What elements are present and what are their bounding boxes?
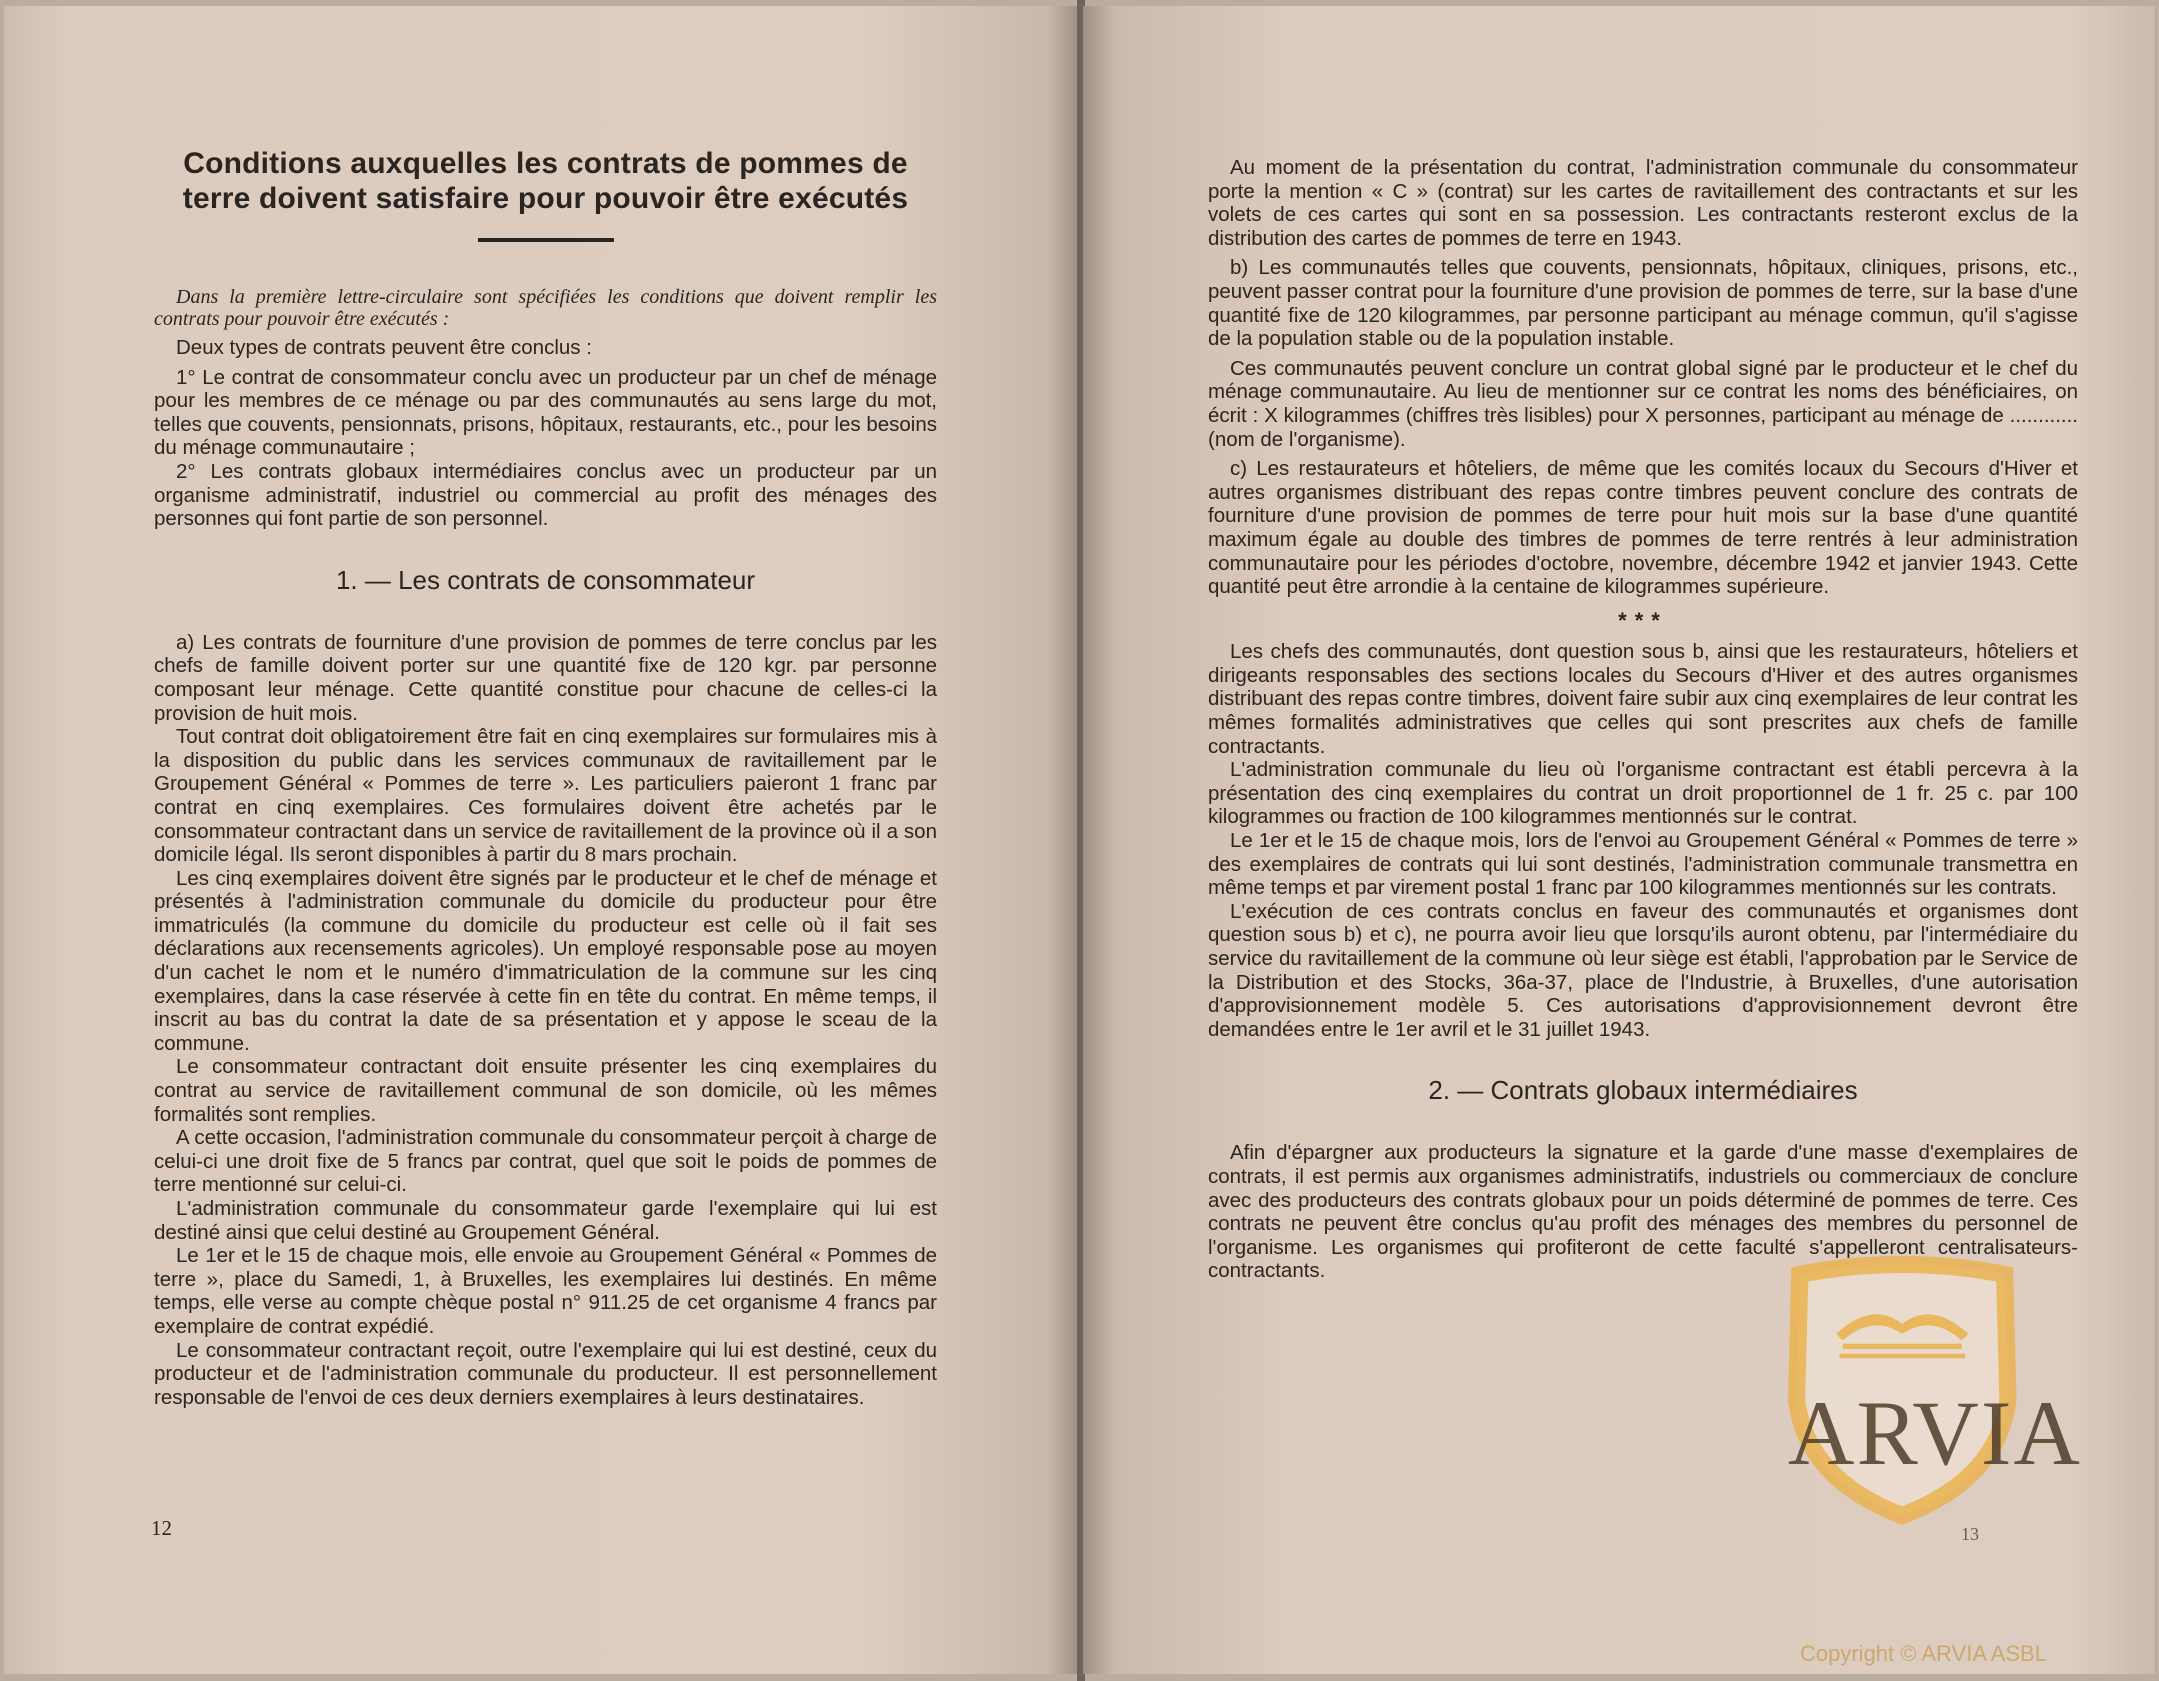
paragraph: a) Les contrats de fourniture d'une provision de pommes de terre conclus par les chefs de famille doivent porter sur une quantité fixe de 120 kgr. par personne composant leur ménage. Cette quantité constitue pour chacune de celles-ci la provision de huit mois. — [154, 630, 937, 725]
paragraph: L'exécution de ces contrats conclus en faveur des communautés et organismes dont question sous b) et c), ne pourra avoir lieu que lorsqu'ils auront obtenu, par l'intermédiaire du service du ravitaillement de la commune où leur siège est établi, l'approbation par le Service de la Distribution et des Stocks, 36a-37, place de l'Industrie, à Bruxelles, d'une autorisation d'approvisionnement modèle 5. Ces autorisations d'approvisionnement devront être demandées entre le 1er avril et le 31 juillet 1943. — [1208, 899, 2078, 1041]
watermark-logo-text: ARVIA — [1788, 1382, 2082, 1484]
paragraph: A cette occasion, l'administration communale du consommateur perçoit à charge de celui-ci une droit fixe de 5 francs par contrat, quel que soit le poids de pommes de terre mentionné sur celui-ci. — [154, 1126, 937, 1197]
paragraph: Afin d'épargner aux producteurs la signature et la garde d'une masse d'exemplaires de contrats, il est permis aux organismes administratifs, industriels ou commerciaux de conclure avec des producteurs des contrats globaux pour un poids déterminé de pommes de terre. Ces contrats ne peuvent être conclus qu'au profit des ménages des membres du personnel de l'organisme. Les organismes qui profiteront de cette faculté s'appelleront centralisateurs-contractants. — [1208, 1141, 2078, 1283]
paragraph: Au moment de la présentation du contrat, l'administration communale du consommateur porte la mention « C » (contrat) sur les cartes de ravitaillement des contractants et sur les volets de ces cartes qui sont en sa possession. Les contractants resteront exclus de la distribution des cartes de pommes de terre en 1943. — [1208, 156, 2078, 250]
left-page — [4, 6, 1079, 1674]
paragraph: Le consommateur contractant doit ensuite présenter les cinq exemplaires du contrat au service de ravitaillement communal de son domicile, où les mêmes formalités sont remplies. — [154, 1055, 937, 1126]
paragraph: Le consommateur contractant reçoit, outre l'exemplaire qui lui est destiné, ceux du producteur et de l'administration communale du producteur. Il est personnellement responsable de l'envoi de ces deux derniers exemplaires à leurs destinataires. — [154, 1338, 937, 1409]
watermark-copyright: Copyright © ARVIA ASBL — [1800, 1641, 2047, 1666]
paragraph: Ces communautés peuvent conclure un contrat global signé par le producteur et le chef du ménage communautaire. Au lieu de mentionner sur ce contrat les noms des bénéficiaires, on écrit : X kilogrammes (chiffres très lisibles) pour X personnes, participant au ménage de ............ (nom de l'organisme). — [1208, 356, 2078, 451]
paragraph: Le 1er et le 15 de chaque mois, lors de l'envoi au Groupement Général « Pommes de terre » des exemplaires de contrats qui lui sont destinés, l'administration communale transmettra en même temps et par virement postal 1 franc par 100 kilogrammes mentionnés sur les contrats. — [1208, 829, 2078, 900]
right-page-content — [1208, 156, 2078, 1283]
types-intro: Deux types de contrats peuvent être conclus : — [176, 336, 592, 359]
paragraph: Les cinq exemplaires doivent être signés par le producteur et le chef de ménage et présentés à l'administration communale du domicile du producteur pour être immatriculés (la commune du domicile du producteur est celle où il fait ses déclarations aux recensements agricoles). Un employé responsable pose au moyen d'un cachet le nom et le numéro d'immatriculation de la commune sur les cinq exemplaires, dans la case réservée à cette fin en tête du contrat. En même temps, il inscrit au bas du contrat la date de sa présentation et y appose le sceau de la commune. — [154, 866, 937, 1055]
paragraph: Les chefs des communautés, dont question sous b, ainsi que les restaurateurs, hôteliers et dirigeants responsables des sections locales du Secours d'Hiver et des autres organismes distribuant des repas contre timbres, doivent faire subir aux cinq exemplaires de leur contrat les mêmes formalités administratives que celles qui sont prescrites aux chefs de famille contractants. — [1208, 640, 2078, 758]
paragraph: b) Les communautés telles que couvents, pensionnats, hôpitaux, cliniques, prisons, etc., peuvent passer contrat pour la fourniture d'une provision de pommes de terre, sur la base d'une quantité fixe de 120 kilogrammes, par personne participant au ménage commun, qu'il s'agisse de la population stable ou de la population instable. — [1208, 256, 2078, 351]
contract-type-2: 2° Les contrats globaux intermédiaires conclus avec un producteur par un organisme administratif, industriel ou commercial au profit des ménages des personnes qui font partie de son personnel. — [154, 459, 937, 531]
page-number-right: 13 — [1961, 1524, 1979, 1544]
paragraph: Le 1er et le 15 de chaque mois, elle envoie au Groupement Général « Pommes de terre », place du Samedi, 1, à Bruxelles, les exemplaires lui destinés. En même temps, elle verse au compte chèque postal n° 911.25 de cet organisme 4 francs par exemplaire de contrat expédié. — [154, 1244, 937, 1338]
paragraph: c) Les restaurateurs et hôteliers, de même que les comités locaux du Secours d'Hiver et autres organismes distribuant des repas contre timbres peuvent conclure des contrats de fourniture d'une provision de pommes de terre pour huit mois sur la base d'une quantité maximum égale au double des timbres de pommes de terre rentrés à leur administration communautaire pour les périodes d'octobre, novembre, décembre 1942 et janvier 1943. Cette quantité peut être arrondie à la centaine de kilogrammes supérieure. — [1208, 457, 2078, 599]
paragraph: Tout contrat doit obligatoirement être fait en cinq exemplaires sur formulaires mis à la disposition du public dans les services communaux de ravitaillement par le Groupement Général « Pommes de terre ». Les particuliers paieront 1 franc par contrat en cinq exemplaires. Ces formulaires doivent être achetés par le consommateur contractant dans un service de ravitaillement de la province où il a son domicile légal. Ils seront disponibles à partir du 8 mars prochain. — [154, 725, 937, 867]
left-page-content — [154, 138, 937, 1409]
section-separator-stars: *** — [1618, 607, 1668, 633]
page-title: Conditions auxquelles les contrats de pommes de terre doivent satisfaire pour pouvoir être exécutés — [182, 147, 909, 215]
section-title-1: 1. — Les contrats de consommateur — [335, 564, 756, 595]
section-title-2: 2. — Contrats globaux intermédiaires — [1428, 1075, 1858, 1106]
paragraph: L'administration communale du lieu où l'organisme contractant est établi percevra à la présentation des cinq exemplaires du contrat un droit proportionnel de 1 fr. 25 c. par 100 kilogrammes ou fraction de 100 kilogrammes mentionnés sur le contrat. — [1208, 758, 2078, 829]
paragraph: L'administration communale du consommateur garde l'exemplaire qui lui est destiné ainsi que celui destiné au Groupement Général. — [154, 1197, 937, 1244]
contract-type-1: 1° Le contrat de consommateur conclu avec un producteur par un chef de ménage pour les membres de ce ménage ou par des communautés au sens large du mot, telles que couvents, pensionnats, prisons, hôpitaux, restaurants, etc., pour les besoins du ménage communautaire ; — [154, 365, 937, 460]
page-number-left: 12 — [151, 1516, 172, 1540]
title-divider — [478, 238, 614, 242]
intro-text: Dans la première lettre-circulaire sont spécifiées les conditions que doivent remplir les contrats pour pouvoir être exécutés : — [154, 286, 937, 330]
